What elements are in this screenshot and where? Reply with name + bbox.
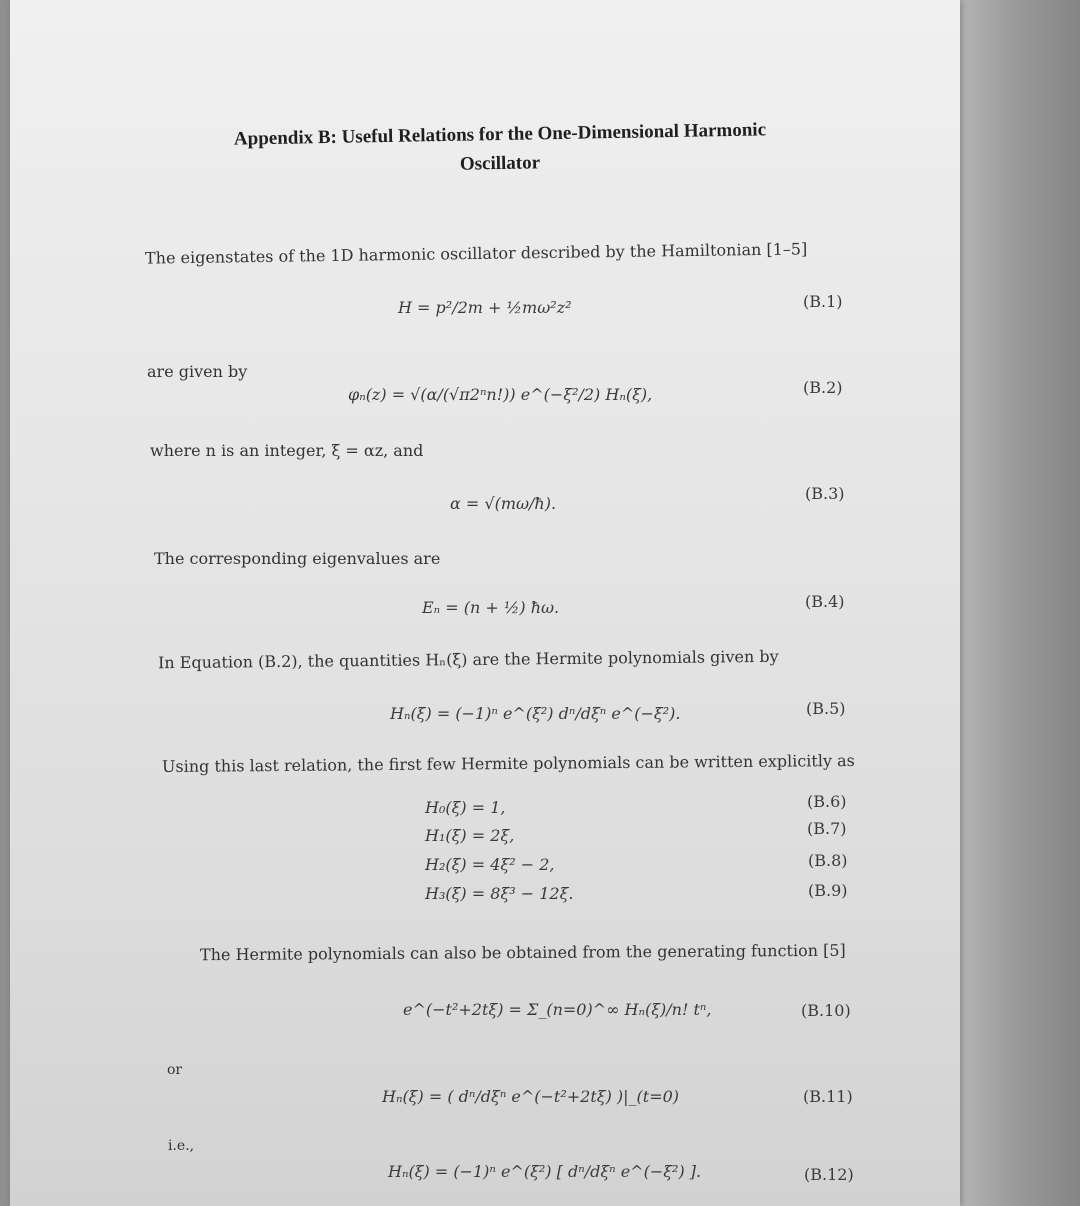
equation-b11: Hₙ(ξ) = ( dⁿ/dξⁿ e^(−t²+2tξ) )|_(t=0) [382, 1087, 680, 1106]
equation-label-b12: (B.12) [804, 1165, 854, 1184]
equation-b8: H₂(ξ) = 4ξ² − 2, [425, 855, 555, 874]
background-edge [960, 0, 1080, 1206]
equation-label-b11: (B.11) [803, 1087, 853, 1106]
where-text: where n is an integer, ξ = αz, and [150, 441, 424, 460]
equation-b9: H₃(ξ) = 8ξ³ − 12ξ. [425, 884, 574, 903]
document-page [10, 0, 960, 1206]
equation-b2: φₙ(z) = √(α/(√π2ⁿn!)) e^(−ξ²/2) Hₙ(ξ), [348, 385, 653, 404]
equation-label-b8: (B.8) [808, 851, 848, 870]
equation-label-b5: (B.5) [806, 699, 846, 718]
equation-b5: Hₙ(ξ) = (−1)ⁿ e^(ξ²) dⁿ/dξⁿ e^(−ξ²). [390, 704, 681, 723]
generating-function-text: The Hermite polynomials can also be obtained from the generating function [5] [199, 940, 846, 965]
equation-b3: α = √(mω/ħ). [450, 494, 557, 513]
or-text: or [167, 1062, 183, 1078]
ie-text: i.e., [168, 1138, 195, 1154]
equation-label-b1: (B.1) [803, 292, 843, 311]
hermite-definition-text: In Equation (B.2), the quantities Hₙ(ξ) are the Hermite polynomials given by [157, 646, 779, 673]
equation-b12: Hₙ(ξ) = (−1)ⁿ e^(ξ²) [ dⁿ/dξⁿ e^(−ξ²) ]. [388, 1162, 702, 1181]
equation-label-b6: (B.6) [807, 792, 847, 811]
intro-paragraph: The eigenstates of the 1D harmonic oscillator described by the Hamiltonian [1–5] [144, 239, 808, 268]
equation-label-b10: (B.10) [801, 1001, 851, 1020]
equation-b6: H₀(ξ) = 1, [425, 798, 506, 817]
equation-b1: H = p²/2m + ½mω²z² [398, 298, 572, 317]
equation-b7: H₁(ξ) = 2ξ, [425, 826, 515, 845]
equation-label-b4: (B.4) [805, 592, 845, 611]
given-by-text: are given by [147, 362, 248, 381]
appendix-title-line1: Appendix B: Useful Relations for the One-Dimensional Harmonic [233, 119, 767, 150]
eigenvalues-text: The corresponding eigenvalues are [154, 549, 441, 568]
equation-b4: Eₙ = (n + ½) ħω. [422, 598, 560, 617]
equation-b10: e^(−t²+2tξ) = Σ_(n=0)^∞ Hₙ(ξ)/n! tⁿ, [403, 1000, 712, 1019]
explicit-text: Using this last relation, the first few Hermite polynomials can be written explicitly as [161, 750, 855, 777]
equation-label-b9: (B.9) [808, 881, 848, 900]
equation-label-b2: (B.2) [803, 378, 843, 397]
equation-label-b7: (B.7) [807, 819, 847, 838]
equation-label-b3: (B.3) [805, 484, 845, 503]
appendix-title-line2: Oscillator [459, 152, 541, 175]
